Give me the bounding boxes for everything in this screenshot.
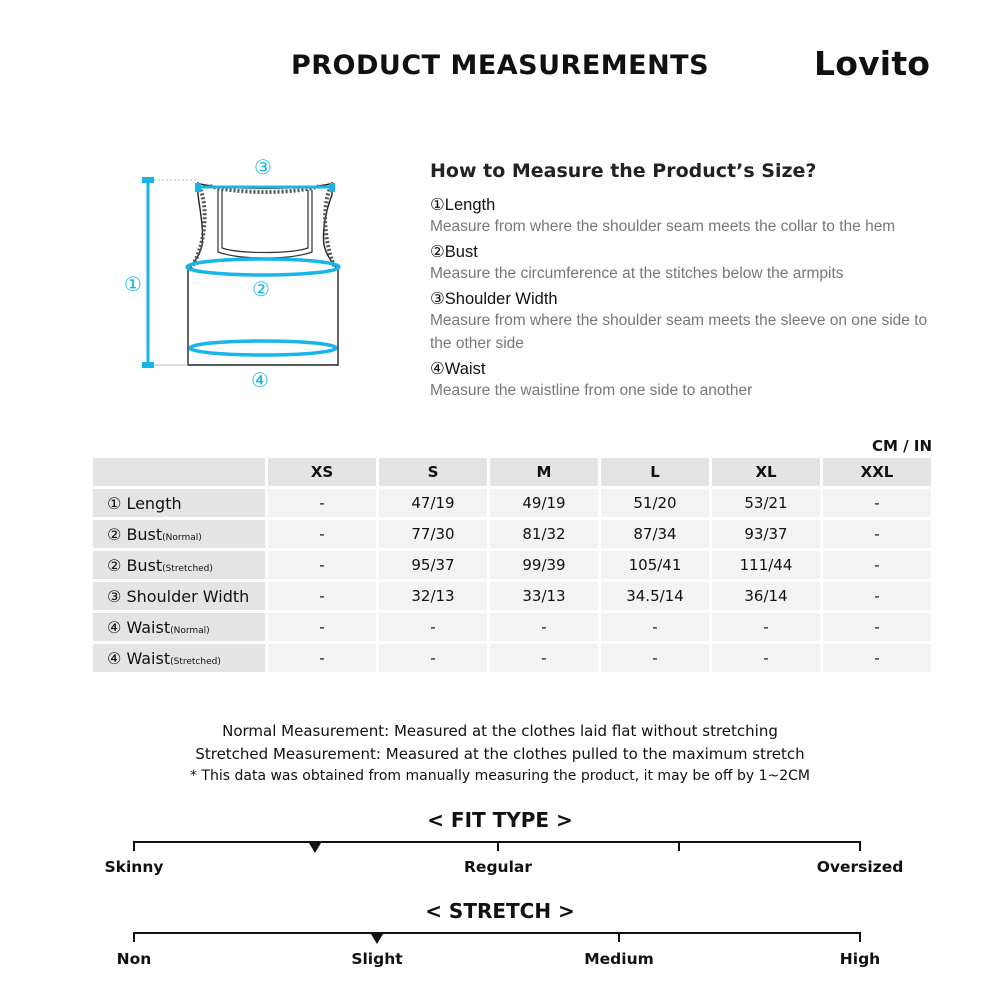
table-cell: 51/20 — [601, 489, 709, 517]
table-cell: - — [268, 551, 376, 579]
table-cell: - — [601, 644, 709, 672]
stretch-scale-line — [133, 932, 861, 934]
size-header: XXL — [823, 458, 931, 486]
table-cell: 33/13 — [490, 582, 598, 610]
table-cell: 111/44 — [712, 551, 820, 579]
marker-bust: ② — [252, 277, 270, 301]
stretch-label-high: High — [839, 950, 881, 968]
row-label — [93, 551, 265, 579]
table-cell: 81/32 — [490, 520, 598, 548]
tank-top-diagram — [100, 150, 360, 400]
table-cell: - — [823, 582, 931, 610]
howto-item-waist — [430, 359, 950, 402]
row-number: ① — [107, 493, 122, 513]
fit-type-marker-icon — [309, 843, 321, 853]
table-cell: - — [268, 582, 376, 610]
row-name: Waist — [126, 617, 171, 637]
table-row — [93, 613, 931, 641]
howto-item-length — [430, 195, 950, 238]
stretch-label-non: Non — [116, 950, 152, 968]
fit-type-tick — [859, 841, 861, 851]
unit-label: CM / IN — [872, 437, 932, 455]
howto-item-bust — [430, 242, 950, 285]
row-number: ② — [107, 524, 122, 544]
table-row — [93, 520, 931, 548]
page-title: PRODUCT MEASUREMENTS — [290, 50, 710, 81]
table-header-row — [93, 458, 931, 486]
stretch-tick — [859, 932, 861, 942]
howto-desc: Measure from where the shoulder seam meets the collar to the hem — [430, 218, 896, 235]
row-label — [93, 489, 265, 517]
stretch-marker-icon — [371, 934, 383, 944]
howto-title: How to Measure the Product’s Size? — [430, 160, 817, 182]
table-cell: - — [268, 489, 376, 517]
fit-label-skinny: Skinny — [104, 858, 164, 876]
table-cell: 95/37 — [379, 551, 487, 579]
size-header: L — [601, 458, 709, 486]
howto-label: ②Bust — [430, 243, 478, 261]
table-cell: - — [712, 613, 820, 641]
size-header: S — [379, 458, 487, 486]
note-normal: Normal Measurement: Measured at the clothes laid flat without stretching — [222, 722, 778, 740]
howto-label: ④Waist — [430, 360, 486, 378]
row-label — [93, 582, 265, 610]
row-number: ② — [107, 555, 122, 575]
howto-desc: Measure the circumference at the stitches below the armpits — [430, 265, 844, 282]
table-cell: 49/19 — [490, 489, 598, 517]
row-number: ④ — [107, 648, 122, 668]
row-qualifier: (Normal) — [162, 532, 202, 543]
table-corner — [93, 458, 265, 486]
stretch-tick — [618, 932, 620, 942]
table-cell: - — [823, 644, 931, 672]
row-name: Bust — [126, 555, 163, 575]
howto-item-shoulder — [430, 289, 930, 355]
table-row — [93, 582, 931, 610]
howto-desc: Measure the waistline from one side to another — [430, 382, 753, 399]
row-label — [93, 644, 265, 672]
fit-type-tick — [133, 841, 135, 851]
table-cell: - — [268, 644, 376, 672]
table-cell: - — [268, 613, 376, 641]
stretch-title: < STRETCH > — [425, 899, 575, 923]
table-cell: - — [268, 520, 376, 548]
table-cell: - — [601, 613, 709, 641]
table-cell: - — [823, 551, 931, 579]
table-cell: 77/30 — [379, 520, 487, 548]
howto-label: ①Length — [430, 196, 496, 214]
note-disclaimer: * This data was obtained from manually measuring the product, it may be off by 1~2CM — [189, 768, 811, 784]
fit-type-tick — [497, 841, 499, 851]
brand-logo: Lovito — [814, 44, 931, 83]
size-header: XL — [712, 458, 820, 486]
table-row — [93, 644, 931, 672]
table-cell: 47/19 — [379, 489, 487, 517]
table-cell: - — [823, 489, 931, 517]
table-cell: 34.5/14 — [601, 582, 709, 610]
row-name: Waist — [126, 648, 171, 668]
table-cell: - — [379, 613, 487, 641]
table-cell: 53/21 — [712, 489, 820, 517]
row-name: Length — [126, 493, 182, 513]
table-row — [93, 489, 931, 517]
row-qualifier: (Normal) — [170, 625, 210, 636]
size-table — [90, 455, 934, 675]
table-row — [93, 551, 931, 579]
row-qualifier: (Stretched) — [162, 563, 213, 574]
row-number: ④ — [107, 617, 122, 637]
howto-label: ③Shoulder Width — [430, 290, 558, 308]
marker-shoulder: ③ — [254, 155, 272, 179]
size-header: XS — [268, 458, 376, 486]
row-label — [93, 613, 265, 641]
row-label — [93, 520, 265, 548]
stretch-label-slight: Slight — [351, 950, 403, 968]
table-cell: 99/39 — [490, 551, 598, 579]
table-cell: - — [490, 613, 598, 641]
row-qualifier: (Stretched) — [170, 656, 221, 667]
row-number: ③ — [107, 586, 122, 606]
table-cell: 87/34 — [601, 520, 709, 548]
table-cell: - — [490, 644, 598, 672]
table-cell: 93/37 — [712, 520, 820, 548]
table-cell: - — [712, 644, 820, 672]
table-cell: - — [823, 520, 931, 548]
note-stretched: Stretched Measurement: Measured at the clothes pulled to the maximum stretch — [195, 745, 805, 763]
table-cell: - — [823, 613, 931, 641]
marker-length: ① — [124, 272, 142, 296]
howto-desc: Measure from where the shoulder seam meets the sleeve on one side to the other side — [430, 312, 928, 352]
marker-waist: ④ — [251, 368, 269, 392]
table-cell: 32/13 — [379, 582, 487, 610]
table-body — [93, 489, 931, 672]
stretch-label-medium: Medium — [584, 950, 654, 968]
fit-label-oversized: Oversized — [816, 858, 904, 876]
fit-type-title: < FIT TYPE > — [427, 808, 573, 832]
table-cell: 36/14 — [712, 582, 820, 610]
fit-type-tick — [678, 841, 680, 851]
row-name: Shoulder Width — [126, 586, 250, 606]
stretch-tick — [133, 932, 135, 942]
fit-label-regular: Regular — [464, 858, 532, 876]
row-name: Bust — [126, 524, 163, 544]
size-header: M — [490, 458, 598, 486]
table-cell: 105/41 — [601, 551, 709, 579]
table-cell: - — [379, 644, 487, 672]
